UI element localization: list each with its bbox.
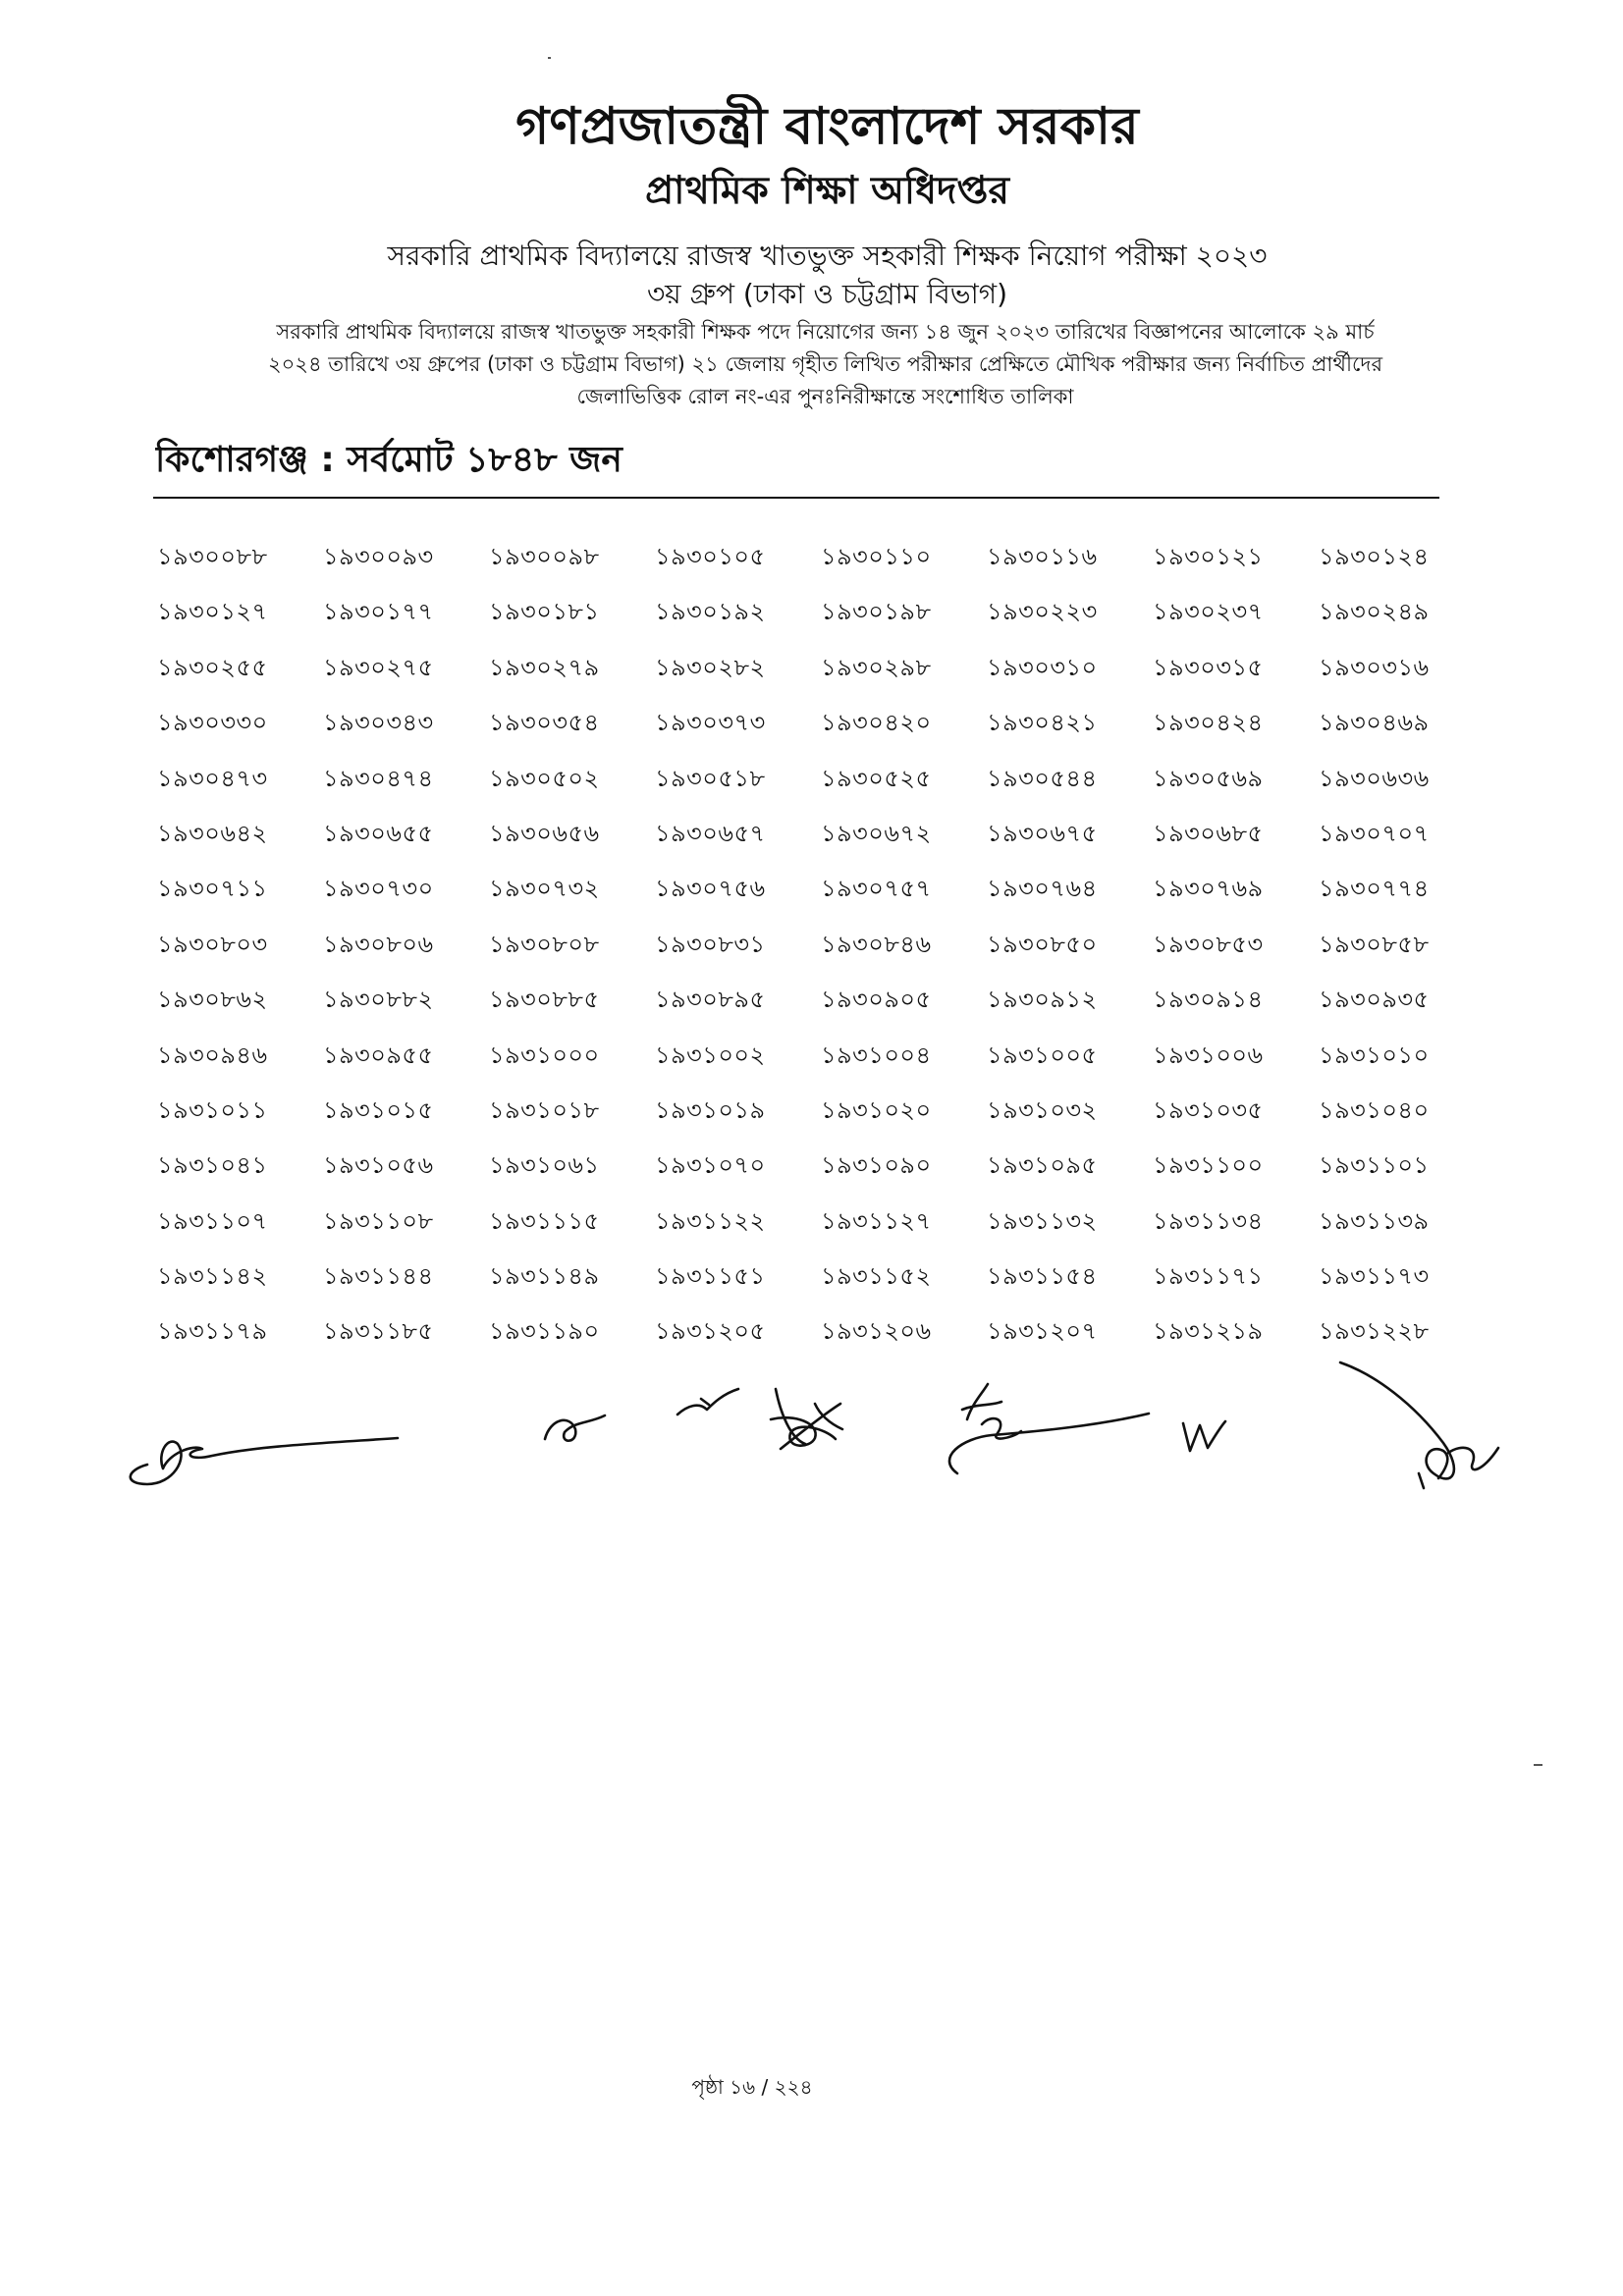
heading-divider — [153, 497, 1439, 499]
signatures — [0, 1345, 1623, 1512]
roll-number: ১৯৩১১০৮ — [323, 1206, 434, 1235]
roll-number: ১৯৩১১৩২ — [987, 1206, 1098, 1235]
roll-number: ১৯৩১২০৭ — [987, 1317, 1098, 1346]
roll-number: ১৯৩০৯৫৫ — [323, 1041, 434, 1069]
roll-number: ১৯৩১১৭১ — [1153, 1262, 1264, 1291]
roll-number: ১৯৩০৮৫৩ — [1153, 930, 1264, 958]
roll-number: ১৯৩০৮৫৮ — [1319, 930, 1430, 958]
roll-number: ১৯৩০৬৫৬ — [489, 819, 600, 847]
signature-1 — [131, 1438, 398, 1484]
roll-number: ১৯৩১০৬১ — [489, 1151, 600, 1180]
roll-number: ১৯৩০০৮৮ — [157, 543, 268, 570]
roll-number: ১৯৩১১১৫ — [489, 1206, 600, 1235]
roll-number: ১৯৩১০১৮ — [489, 1095, 600, 1124]
roll-number: ১৯৩১০৩২ — [987, 1095, 1098, 1124]
roll-number: ১৯৩০৮৯৫ — [655, 986, 766, 1014]
roll-number: ১৯৩১০০৪ — [821, 1041, 932, 1069]
roll-number: ১৯৩০৬৭৫ — [987, 819, 1098, 847]
description-line: জেলাভিত্তিক রোল নং-এর পুনঃনিরীক্ষান্তে সংশোধিত তালিকা — [576, 385, 1074, 408]
roll-number: ১৯৩১১৫১ — [655, 1262, 766, 1291]
roll-number: ১৯৩০২২৩ — [987, 598, 1098, 626]
roll-number: ১৯৩০২৫৫ — [157, 653, 268, 681]
roll-number: ১৯৩১১৪২ — [157, 1262, 268, 1291]
roll-number: ১৯৩০৭৬৪ — [987, 875, 1098, 903]
roll-number: ১৯৩১১২২ — [655, 1206, 766, 1235]
department-title: প্রাথমিক শিক্ষা অধিদপ্তর — [645, 169, 1009, 213]
roll-number: ১৯৩০৮৩১ — [655, 930, 766, 958]
scan-mark-top — [548, 57, 551, 59]
roll-number: ১৯৩১০৩৫ — [1153, 1095, 1264, 1124]
signature-2 — [545, 1415, 605, 1441]
roll-number: ১৯৩০৭১১ — [157, 875, 268, 903]
roll-number: ১৯৩০৬৪২ — [157, 819, 268, 847]
description-line: ২০২৪ তারিখে ৩য় গ্রুপের (ঢাকা ও চট্টগ্রাম বিভাগ) ২১ জেলায় গৃহীত লিখিত পরীক্ষার প্রেক্ষিতে মৌখিক পরীক্ষার জন্য নির্বাচিত প্রার্থীদের — [267, 352, 1382, 376]
roll-number: ১৯৩০১৮১ — [489, 598, 600, 626]
roll-number: ১৯৩১০৯৫ — [987, 1151, 1098, 1180]
roll-number: ১৯৩০৮০৬ — [323, 930, 434, 958]
roll-number: ১৯৩০৩৫৪ — [489, 709, 600, 737]
roll-number: ১৯৩১১২৭ — [821, 1206, 932, 1235]
roll-number: ১৯৩০৯০৫ — [821, 986, 932, 1014]
roll-number: ১৯৩০৭০৭ — [1319, 819, 1430, 847]
roll-number: ১৯৩১০৪০ — [1319, 1095, 1430, 1124]
group-title: ৩য় গ্রুপ (ঢাকা ও চট্টগ্রাম বিভাগ) — [646, 278, 1008, 310]
roll-number: ১৯৩১০৭০ — [655, 1151, 766, 1180]
roll-number: ১৯৩০৮৬২ — [157, 986, 268, 1014]
roll-number: ১৯৩০৪৬৯ — [1319, 709, 1430, 737]
roll-number: ১৯৩০২৭৯ — [489, 653, 600, 681]
roll-number: ১৯৩০১২৭ — [157, 598, 268, 626]
roll-number: ১৯৩০৩১৬ — [1319, 653, 1430, 681]
roll-number: ১৯৩১১৭৯ — [157, 1317, 268, 1346]
roll-number: ১৯৩০৭৩২ — [489, 875, 600, 903]
roll-number: ১৯৩০৪২০ — [821, 709, 932, 737]
roll-number: ১৯৩০১২৪ — [1319, 543, 1430, 570]
roll-number: ১৯৩০৮৪৬ — [821, 930, 932, 958]
roll-number: ১৯৩০২৮২ — [655, 653, 766, 681]
roll-number: ১৯৩১১৫৪ — [987, 1262, 1098, 1291]
roll-number: ১৯৩০৪২৪ — [1153, 709, 1264, 737]
roll-number: ১৯৩০৮৫০ — [987, 930, 1098, 958]
roll-number: ১৯৩১১৪৯ — [489, 1262, 600, 1291]
roll-number: ১৯৩০৮৮২ — [323, 986, 434, 1014]
roll-number: ১৯৩০৭৬৯ — [1153, 875, 1264, 903]
roll-number: ১৯৩১০০২ — [655, 1041, 766, 1069]
roll-number: ১৯৩০৭৭৪ — [1319, 875, 1430, 903]
signature-6 — [1183, 1421, 1225, 1451]
roll-number: ১৯৩১১৪৪ — [323, 1262, 434, 1291]
roll-number: ১৯৩১০১১ — [157, 1095, 268, 1124]
roll-number: ১৯৩০২৭৫ — [323, 653, 434, 681]
roll-number: ১৯৩০৮০৩ — [157, 930, 268, 958]
roll-number: ১৯৩০৩১০ — [987, 653, 1098, 681]
government-title: গণপ্রজাতন্ত্রী বাংলাদেশ সরকার — [515, 97, 1139, 156]
roll-number: ১৯৩০৮৮৫ — [489, 986, 600, 1014]
notice-description — [165, 316, 1486, 413]
roll-number: ১৯৩১০১৯ — [655, 1095, 766, 1124]
roll-number: ১৯৩০৫২৫ — [821, 764, 932, 792]
roll-number: ১৯৩০৫৪৪ — [987, 764, 1098, 792]
roll-number: ১৯৩০৬৫৭ — [655, 819, 766, 847]
roll-number: ১৯৩০৯৪৬ — [157, 1041, 268, 1069]
roll-number: ১৯৩১০২০ — [821, 1095, 932, 1124]
signature-4 — [771, 1389, 842, 1449]
roll-number: ১৯৩০২৩৭ — [1153, 598, 1264, 626]
roll-number: ১৯৩১০৯০ — [821, 1151, 932, 1180]
roll-number: ১৯৩০১৯৮ — [821, 598, 932, 626]
roll-number: ১৯৩০১২১ — [1153, 543, 1264, 570]
roll-number: ১৯৩০৬৭২ — [821, 819, 932, 847]
roll-number: ১৯৩১০৪১ — [157, 1151, 268, 1180]
roll-number: ১৯৩১০১০ — [1319, 1041, 1430, 1069]
roll-number: ১৯৩১০৫৬ — [323, 1151, 434, 1180]
roll-number: ১৯৩০৬৫৫ — [323, 819, 434, 847]
signature-7 — [1340, 1362, 1498, 1488]
roll-number: ১৯৩০১৭৭ — [323, 598, 434, 626]
roll-number: ১৯৩০৭৫৭ — [821, 875, 932, 903]
roll-number: ১৯৩১২১৯ — [1153, 1317, 1264, 1346]
roll-number: ১৯৩০৯১৪ — [1153, 986, 1264, 1014]
roll-number: ১৯৩০১০৫ — [655, 543, 766, 570]
roll-number: ১৯৩১১০৭ — [157, 1206, 268, 1235]
roll-number: ১৯৩০৩৭৩ — [655, 709, 766, 737]
roll-number: ১৯৩১১০১ — [1319, 1151, 1430, 1180]
roll-number: ১৯৩০৪৭৩ — [157, 764, 268, 792]
roll-number: ১৯৩১০০৫ — [987, 1041, 1098, 1069]
roll-number: ১৯৩০০৯৮ — [489, 543, 600, 570]
signature-3 — [677, 1389, 738, 1415]
roll-number: ১৯৩০২৪৯ — [1319, 598, 1430, 626]
roll-number: ১৯৩০৫০২ — [489, 764, 600, 792]
roll-number: ১৯৩০৮০৮ — [489, 930, 600, 958]
roll-number: ১৯৩০৭৫৬ — [655, 875, 766, 903]
roll-number-grid — [157, 529, 1485, 1360]
roll-number: ১৯৩০৪২১ — [987, 709, 1098, 737]
description-line: সরকারি প্রাথমিক বিদ্যালয়ে রাজস্ব খাতভুক্ত সহকারী শিক্ষক পদে নিয়োগের জন্য ১৪ জুন ২০২৩ তারিখের বিজ্ঞাপনের আলোকে ২৯ মার্চ — [276, 320, 1375, 344]
signature-5 — [949, 1384, 1149, 1473]
roll-number: ১৯৩০৪৭৪ — [323, 764, 434, 792]
roll-number: ১৯৩০৫১৮ — [655, 764, 766, 792]
scan-mark-right — [1534, 1764, 1542, 1766]
roll-number: ১৯৩০৩৪৩ — [323, 709, 434, 737]
roll-number: ১৯৩০৬৮৫ — [1153, 819, 1264, 847]
roll-number: ১৯৩১১৩৯ — [1319, 1206, 1430, 1235]
district-heading: কিশোরগঞ্জ : সর্বমোট ১৮৪৮ জন — [155, 440, 622, 480]
roll-number: ১৯৩১০০০ — [489, 1041, 600, 1069]
roll-number: ১৯৩১২২৮ — [1319, 1317, 1430, 1346]
roll-number: ১৯৩০৭৩০ — [323, 875, 434, 903]
roll-number: ১৯৩১১৩৪ — [1153, 1206, 1264, 1235]
roll-number: ১৯৩০২৯৮ — [821, 653, 932, 681]
roll-number: ১৯৩০৩১৫ — [1153, 653, 1264, 681]
roll-number: ১৯৩১০০৬ — [1153, 1041, 1264, 1069]
roll-number: ১৯৩০১১০ — [821, 543, 932, 570]
roll-number: ১৯৩১১০০ — [1153, 1151, 1264, 1180]
page-number: পৃষ্ঠা ১৬ / ২২৪ — [691, 2075, 813, 2099]
roll-number: ১৯৩১০১৫ — [323, 1095, 434, 1124]
roll-number: ১৯৩০০৯৩ — [323, 543, 434, 570]
roll-number: ১৯৩১২০৬ — [821, 1317, 932, 1346]
roll-number: ১৯৩১১৮৫ — [323, 1317, 434, 1346]
roll-number: ১৯৩১১৯০ — [489, 1317, 600, 1346]
roll-number: ১৯৩০৯১২ — [987, 986, 1098, 1014]
roll-number: ১৯৩০৩৩০ — [157, 709, 268, 737]
roll-number: ১৯৩০৫৬৯ — [1153, 764, 1264, 792]
roll-number: ১৯৩১১৫২ — [821, 1262, 932, 1291]
roll-number: ১৯৩০১৯২ — [655, 598, 766, 626]
roll-number: ১৯৩০৯৩৫ — [1319, 986, 1430, 1014]
roll-number: ১৯৩১১৭৩ — [1319, 1262, 1430, 1291]
roll-number: ১৯৩১২০৫ — [655, 1317, 766, 1346]
roll-number: ১৯৩০৬৩৬ — [1319, 764, 1430, 792]
roll-number: ১৯৩০১১৬ — [987, 543, 1098, 570]
exam-title: সরকারি প্রাথমিক বিদ্যালয়ে রাজস্ব খাতভুক্ত সহকারী শিক্ষক নিয়োগ পরীক্ষা ২০২৩ — [387, 240, 1268, 272]
